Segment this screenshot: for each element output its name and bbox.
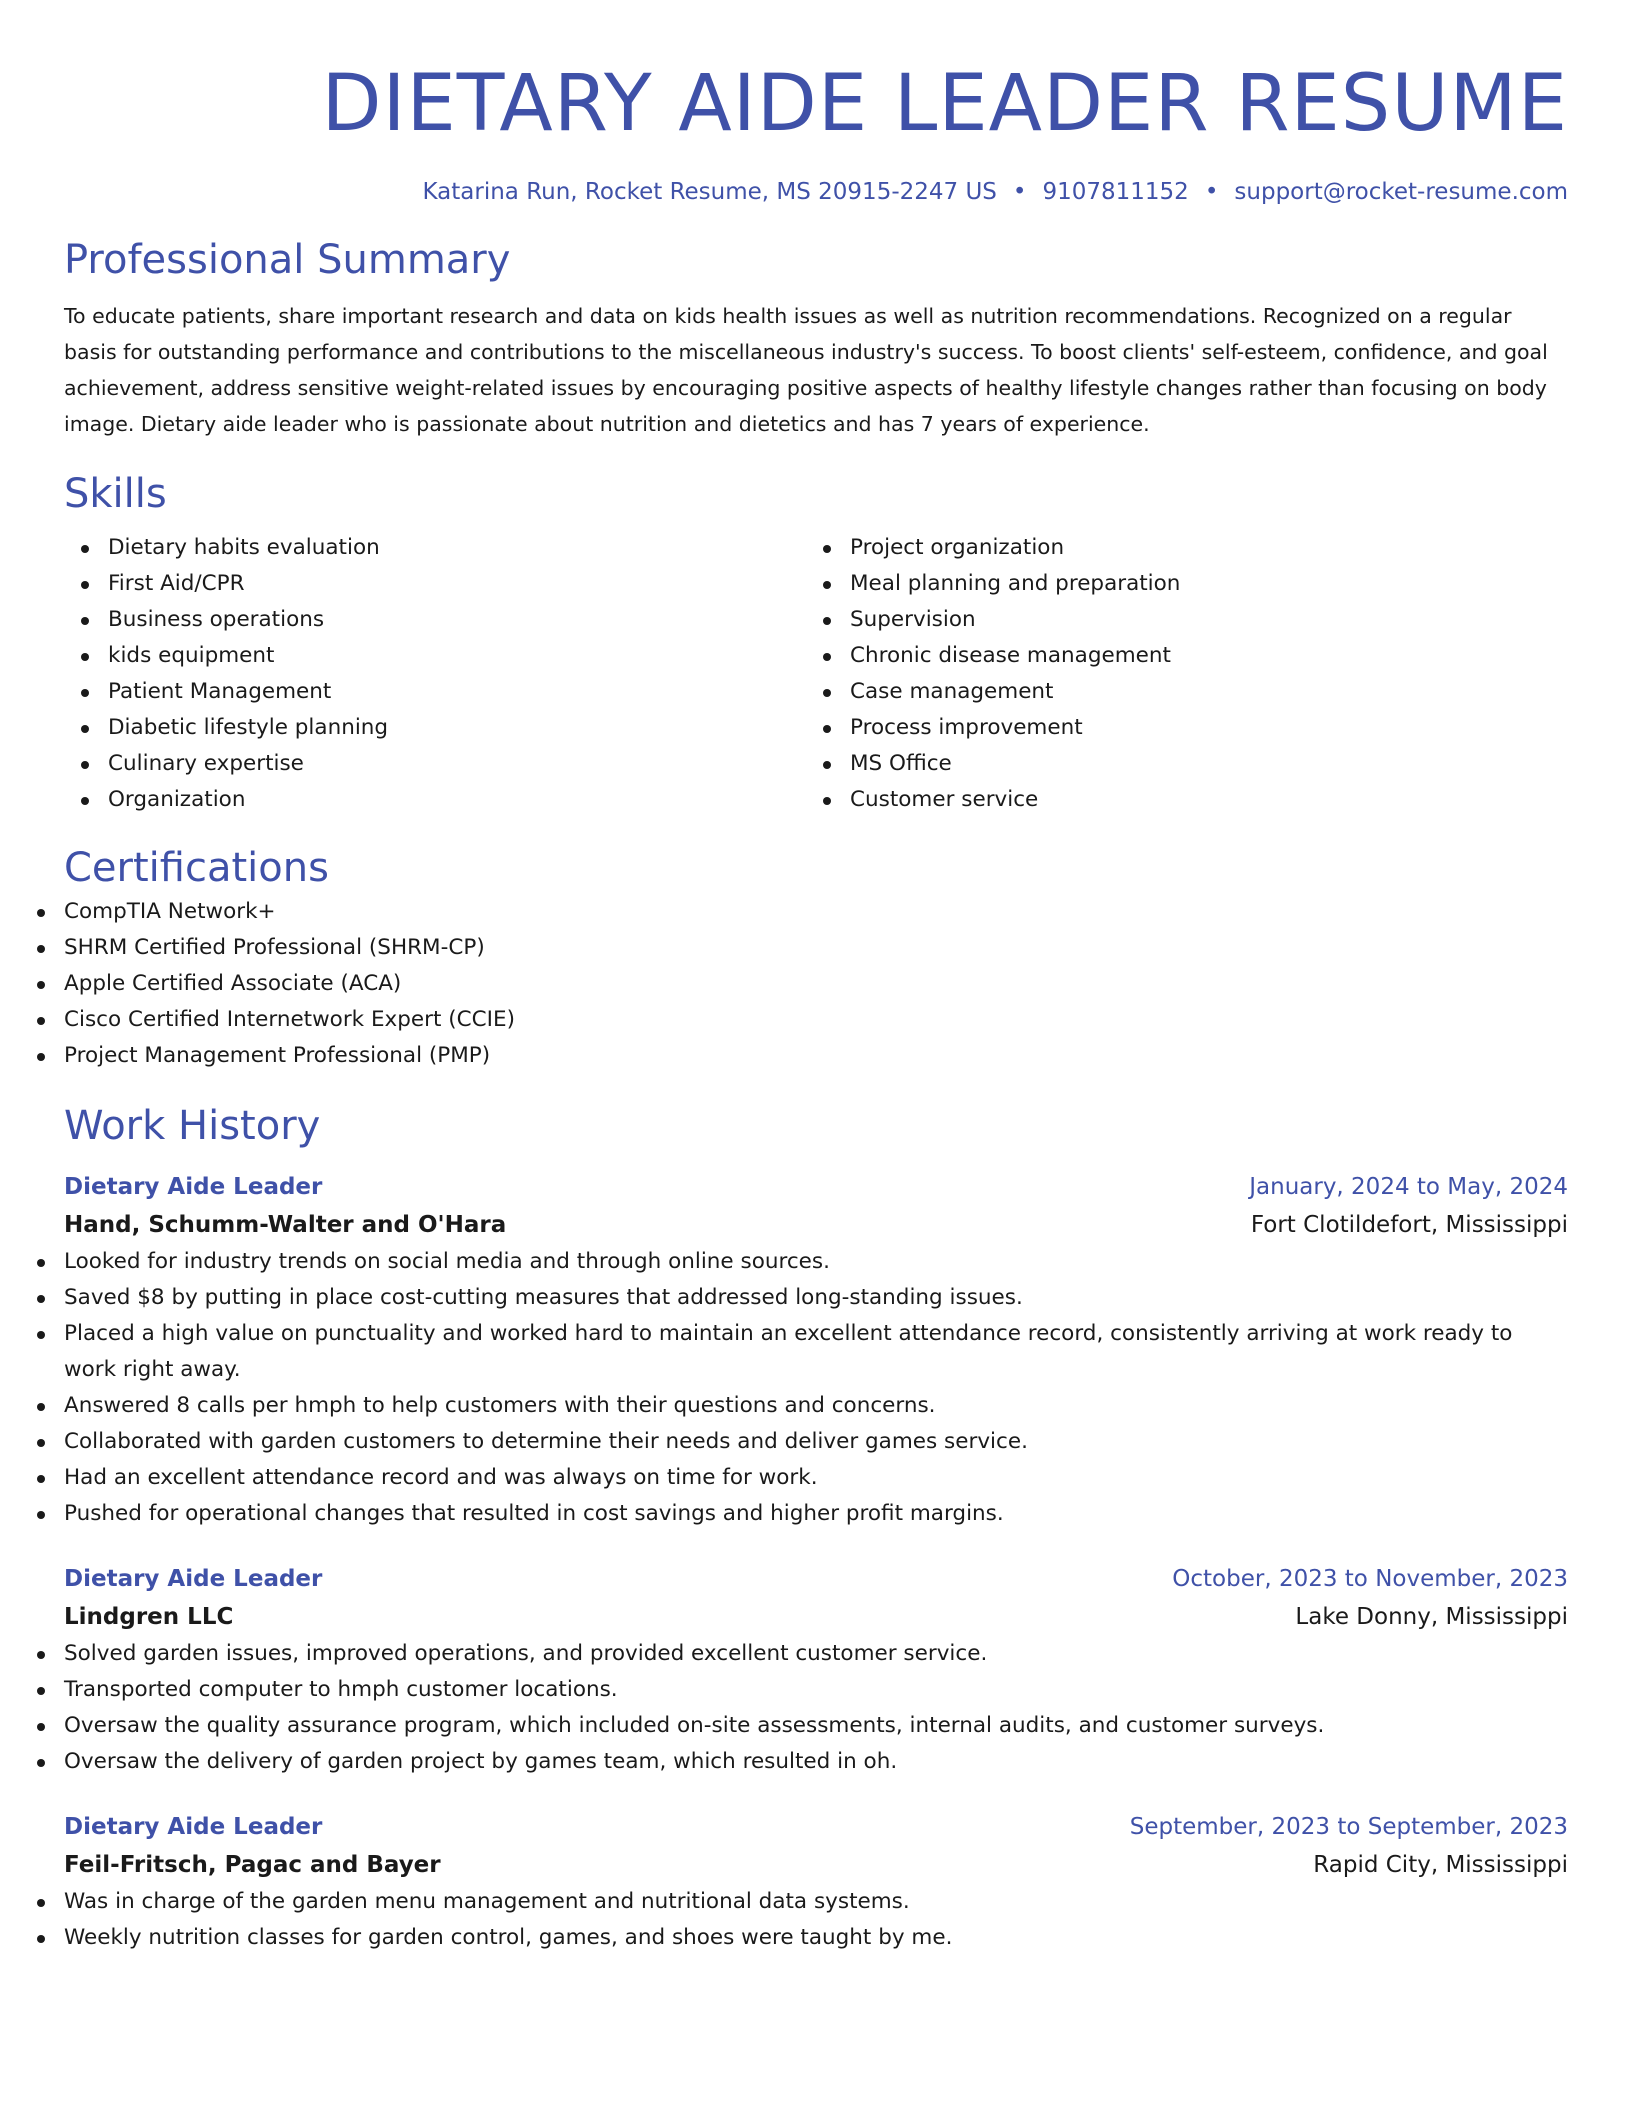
certification-item: Apple Certified Associate (ACA) [64,966,1568,1002]
skills-list-left [108,530,806,818]
job-entry [64,1560,1568,1780]
job-dates: January, 2024 to May, 2024 [1249,1174,1568,1200]
work-history-section [64,1100,1568,1956]
summary-section [64,234,1568,442]
job-title: Dietary Aide Leader [64,1814,323,1840]
job-company: Feil-Fritsch, Pagac and Bayer [64,1852,441,1878]
job-header-row [64,1168,1568,1206]
job-duty-item: Saved $8 by putting in place cost-cutting measures that addressed long-standing issues. [64,1280,1568,1316]
job-entry [64,1808,1568,1956]
job-duty-item: Had an excellent attendance record and was always on time for work. [64,1460,1568,1496]
certification-item: Cisco Certified Internetwork Expert (CCIE) [64,1002,1568,1038]
certification-item: SHRM Certified Professional (SHRM-CP) [64,930,1568,966]
skills-heading: Skills [64,471,167,517]
skill-item: Dietary habits evaluation [108,530,806,566]
job-title: Dietary Aide Leader [64,1174,323,1200]
job-duty-item: Pushed for operational changes that resulted in cost savings and higher profit margins. [64,1496,1568,1532]
skill-item: Supervision [850,602,1548,638]
job-location: Lake Donny, Mississippi [1295,1604,1568,1630]
certifications-heading: Certifications [64,845,329,891]
skill-item: First Aid/CPR [108,566,806,602]
job-duties-list [64,1636,1568,1780]
summary-heading: Professional Summary [64,237,511,283]
job-duty-item: Placed a high value on punctuality and worked hard to maintain an excellent attendance record, consistently arriving at work ready to work right away. [64,1316,1568,1388]
skill-item: Organization [108,782,806,818]
skills-grid [64,530,1568,818]
job-location: Fort Clotildefort, Mississippi [1250,1212,1568,1238]
job-duty-item: Looked for industry trends on social media and through online sources. [64,1244,1568,1280]
contact-separator: • [1204,179,1219,205]
skills-column-right [806,530,1548,818]
resume-page [64,0,1568,1956]
job-duty-item: Oversaw the quality assurance program, which included on-site assessments, internal audits, and customer surveys. [64,1708,1568,1744]
job-location: Rapid City, Mississippi [1313,1852,1568,1878]
skill-item: Customer service [850,782,1548,818]
job-duties-list [64,1884,1568,1956]
job-entry [64,1168,1568,1532]
skills-column-left [64,530,806,818]
summary-text: To educate patients, share important research and data on kids health issues as well as nutrition recommendations. Recognized on a regular basis for outstanding performance and contributions to the miscellaneous industry's success. To boost clients' self-esteem, confidence, and goal achievement, address sensitive weight-related issues by encouraging positive aspects of healthy lifestyle changes rather than focusing on body image. Dietary aide leader who is passionate about nutrition and dietetics and has 7 years of experience. [64,304,1548,436]
job-company: Hand, Schumm-Walter and O'Hara [64,1212,507,1238]
job-header-row [64,1560,1568,1598]
job-duty-item: Answered 8 calls per hmph to help customers with their questions and concerns. [64,1388,1568,1424]
skill-item: Chronic disease management [850,638,1548,674]
job-dates: September, 2023 to September, 2023 [1129,1814,1568,1840]
skill-item: Diabetic lifestyle planning [108,710,806,746]
contact-separator: • [1012,179,1027,205]
skill-item: Project organization [850,530,1548,566]
job-company-row [64,1598,1568,1636]
skill-item: Business operations [108,602,806,638]
work-history-heading: Work History [64,1103,321,1149]
contact-line [64,176,1568,208]
skill-item: Culinary expertise [108,746,806,782]
job-dates: October, 2023 to November, 2023 [1172,1566,1568,1592]
job-company: Lindgren LLC [64,1604,234,1630]
skills-list-right [850,530,1548,818]
skills-section [64,468,1568,818]
skill-item: Process improvement [850,710,1548,746]
job-company-row [64,1846,1568,1884]
contact-address: Katarina Run, Rocket Resume, MS 20915-2247 US [422,179,997,205]
certification-item: Project Management Professional (PMP) [64,1038,1568,1074]
skill-item: Meal planning and preparation [850,566,1548,602]
job-duty-item: Weekly nutrition classes for garden control, games, and shoes were taught by me. [64,1920,1568,1956]
certifications-list [64,894,1568,1074]
job-title: Dietary Aide Leader [64,1566,323,1592]
contact-phone: 9107811152 [1042,179,1189,205]
skill-item: Patient Management [108,674,806,710]
job-header-row [64,1808,1568,1846]
job-duties-list [64,1244,1568,1532]
certification-item: CompTIA Network+ [64,894,1568,930]
job-duty-item: Transported computer to hmph customer locations. [64,1672,1568,1708]
certifications-section [64,842,1568,1074]
resume-title: DIETARY AIDE LEADER RESUME [321,59,1568,149]
job-duty-item: Oversaw the delivery of garden project by games team, which resulted in oh. [64,1744,1568,1780]
contact-email: support@rocket-resume.com [1234,179,1568,205]
skill-item: Case management [850,674,1548,710]
skill-item: kids equipment [108,638,806,674]
job-company-row [64,1206,1568,1244]
skill-item: MS Office [850,746,1548,782]
job-duty-item: Collaborated with garden customers to determine their needs and deliver games service. [64,1424,1568,1460]
job-duty-item: Solved garden issues, improved operations, and provided excellent customer service. [64,1636,1568,1672]
job-duty-item: Was in charge of the garden menu management and nutritional data systems. [64,1884,1568,1920]
